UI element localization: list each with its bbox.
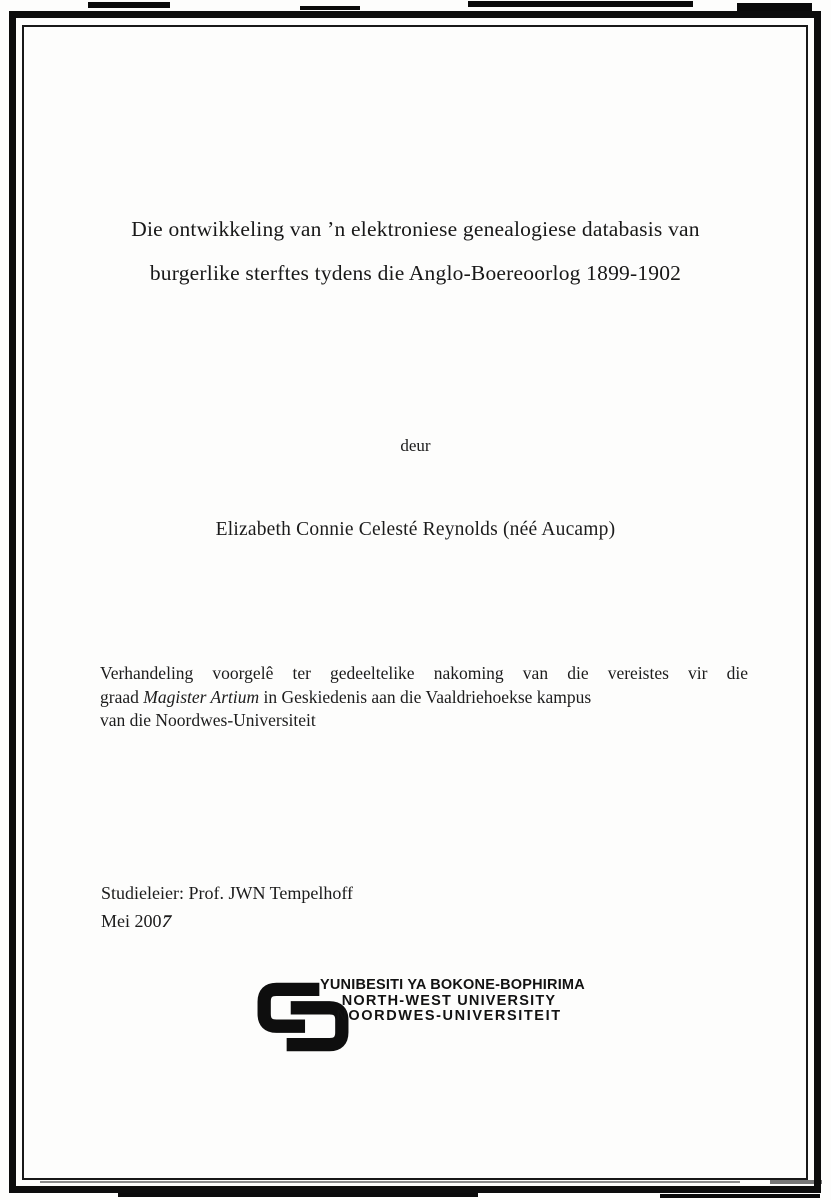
statement-line-2-suffix: in Geskiedenis aan die Vaaldriehoekse kampus [259,686,592,707]
scan-artifact [118,1193,478,1197]
title-line-1: Die ontwikkeling van ’n elektroniese genealogiese databasis van [131,217,700,241]
thesis-title [0,207,831,295]
statement-line-3: van die Noordwes-Universiteit [100,710,316,730]
logo-line-2: NORTH-WEST UNIVERSITY [341,992,557,1009]
logo-line-3: NOORDWES-UNIVERSITEIT [336,1008,562,1024]
logo-line-1: YUNIBESITI YA BOKONE-BOPHIRIMA [320,977,585,993]
statement-line-2-prefix: graad [100,686,144,707]
byline-deur: deur [400,436,431,455]
author-name: Elizabeth Connie Celesté Reynolds (néé Aucamp) [215,519,616,540]
statement-line-2 [100,686,748,710]
nwu-logo [256,974,586,1058]
submission-statement [100,662,748,733]
scan-artifact [660,1194,820,1198]
date-last-digit: 7 [159,911,174,931]
title-line-2: burgerlike sterftes tydens die Anglo-Boereoorlog 1899-1902 [149,261,682,285]
supervisor-line: Studieleier: Prof. JWN Tempelhoff [101,883,354,903]
date-line [101,911,174,932]
scan-artifact [300,6,360,10]
nwu-logo-text [320,977,585,1025]
date-prefix: Mei 200 [101,911,162,931]
scan-artifact [468,1,693,7]
degree-name-italic: Magister Artium [143,686,260,707]
statement-line-1: Verhandeling voorgelê ter gedeeltelike nakoming van die vereistes vir die [100,663,748,683]
scan-artifact [88,2,170,8]
